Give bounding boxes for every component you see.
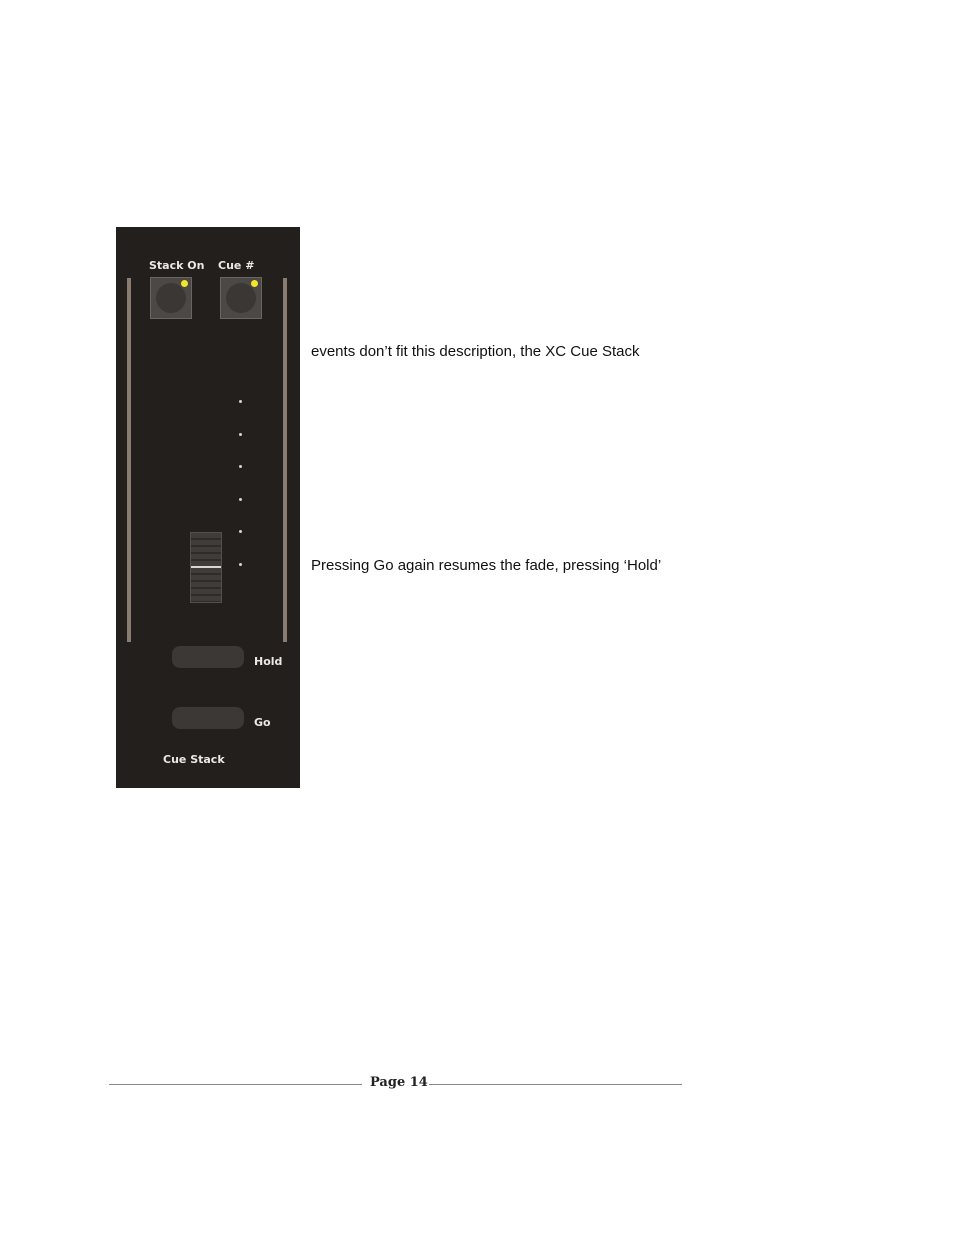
scale-dot-icon [239, 498, 242, 501]
led-indicator-icon [181, 280, 188, 287]
led-indicator-icon [251, 280, 258, 287]
page-number: Page 14 [370, 1075, 428, 1090]
fader-handle[interactable] [190, 532, 222, 603]
left-rail [127, 278, 131, 642]
hold-button[interactable] [172, 646, 244, 668]
footer-rule-left [109, 1084, 362, 1085]
scale-dot-icon [239, 563, 242, 566]
scale-dot-icon [239, 433, 242, 436]
hold-label: Hold [254, 655, 283, 668]
button-knob [226, 283, 256, 313]
fader-indicator-line [191, 566, 221, 568]
button-knob [156, 283, 186, 313]
stack-on-button[interactable] [150, 277, 192, 319]
body-text-line-1: events don’t fit this description, the XC Cue Stack [311, 343, 640, 360]
cue-number-button[interactable] [220, 277, 262, 319]
go-button[interactable] [172, 707, 244, 729]
scale-dot-icon [239, 400, 242, 403]
footer-rule-right [429, 1084, 682, 1085]
right-rail [283, 278, 287, 642]
scale-dot-icon [239, 465, 242, 468]
stack-on-label: Stack On [149, 259, 205, 272]
cue-number-label: Cue # [218, 259, 255, 272]
cue-stack-panel-image [116, 227, 300, 788]
body-text-line-2: Pressing Go again resumes the fade, pressing ‘Hold’ [311, 557, 662, 574]
cue-stack-label: Cue Stack [163, 753, 225, 766]
go-label: Go [254, 716, 271, 729]
scale-dot-icon [239, 530, 242, 533]
